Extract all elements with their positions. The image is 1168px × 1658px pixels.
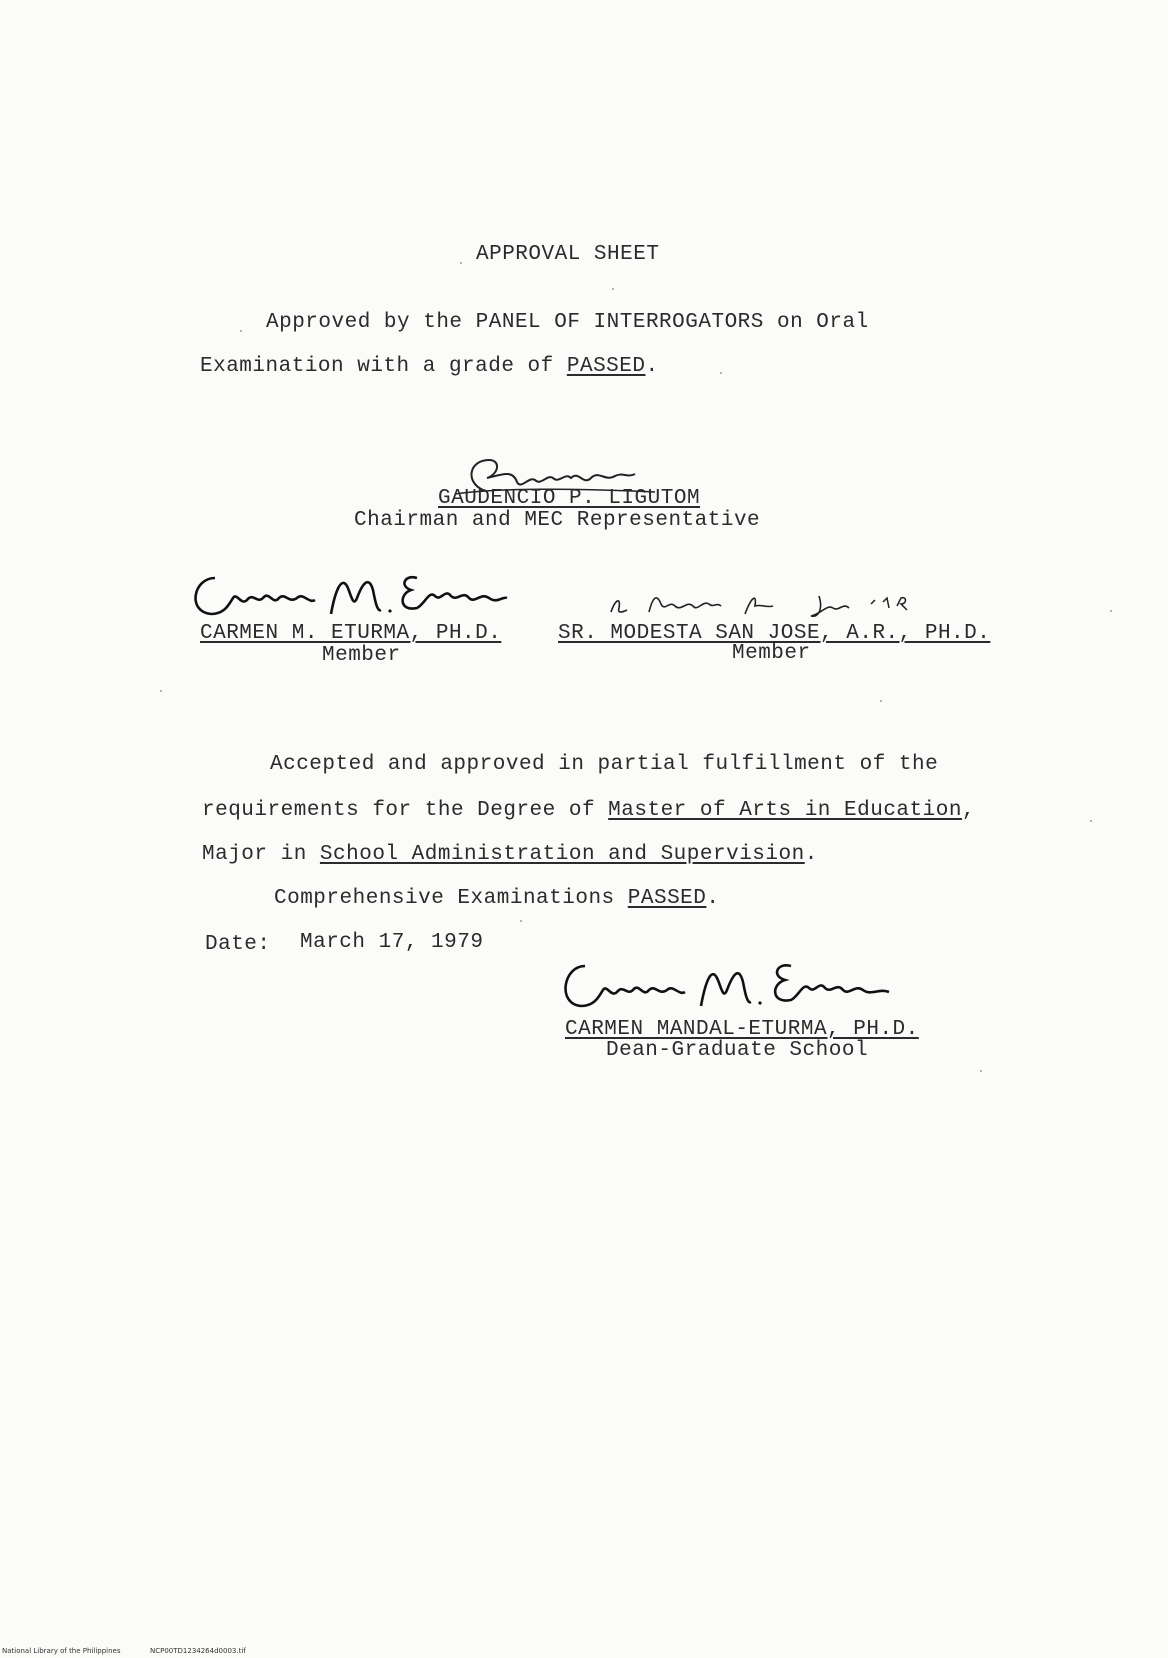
comprehensive-line xyxy=(274,887,720,910)
approval-line-1: Approved by the PANEL OF INTERROGATORS on Oral xyxy=(266,311,869,334)
member-2-signature xyxy=(605,586,925,620)
footer-file-id: NCP00TD1234264d0003.tif xyxy=(150,1647,246,1655)
major-name: School Administration and Supervision xyxy=(319,843,805,866)
member-2-name: SR. MODESTA SAN JOSE, A.R., PH.D. xyxy=(558,622,991,645)
scan-speck xyxy=(520,920,522,922)
dean-name: CARMEN MANDAL-ETURMA, PH.D. xyxy=(565,1018,919,1041)
date-value: March 17, 1979 xyxy=(300,931,484,954)
scan-speck xyxy=(980,1070,982,1072)
scan-speck xyxy=(1090,820,1092,822)
approval-grade: PASSED xyxy=(566,355,646,378)
member-1-role: Member xyxy=(322,644,401,667)
dean-role: Dean-Graduate School xyxy=(606,1039,869,1062)
scan-speck xyxy=(160,690,162,692)
chairman-name: GAUDENCIO P. LIGUTOM xyxy=(438,487,701,510)
scan-speck xyxy=(460,262,462,264)
chairman-role: Chairman and MEC Representative xyxy=(354,509,761,532)
comprehensive-prefix: Comprehensive Examinations xyxy=(274,887,628,910)
member-1-name: CARMEN M. ETURMA, PH.D. xyxy=(200,622,502,645)
approval-line-2 xyxy=(200,355,659,378)
comprehensive-result: PASSED xyxy=(627,887,707,910)
scan-speck xyxy=(240,330,242,332)
footer-library: National Library of the Philippines xyxy=(2,1647,121,1655)
scan-speck xyxy=(1110,610,1112,612)
scan-speck xyxy=(612,288,614,290)
acceptance-line-2-prefix: requirements for the Degree of xyxy=(202,799,609,822)
member-1-signature xyxy=(185,568,515,624)
dean-signature xyxy=(555,958,905,1018)
acceptance-line-1: Accepted and approved in partial fulfillment of the xyxy=(270,753,939,776)
degree-name: Master of Arts in Education xyxy=(608,799,962,822)
acceptance-line-2-suffix: , xyxy=(961,799,976,822)
date-label: Date: xyxy=(205,933,271,956)
scan-speck xyxy=(880,700,882,702)
acceptance-line-3 xyxy=(202,843,818,866)
acceptance-line-2 xyxy=(202,799,975,822)
acceptance-line-3-suffix: . xyxy=(804,843,818,866)
acceptance-line-3-prefix: Major in xyxy=(202,843,320,866)
document-title: APPROVAL SHEET xyxy=(476,243,660,266)
approval-line-2-suffix: . xyxy=(645,355,659,378)
member-2-role: Member xyxy=(732,642,811,665)
approval-line-2-prefix: Examination with a grade of xyxy=(200,355,567,378)
comprehensive-suffix: . xyxy=(706,887,720,910)
scan-speck xyxy=(720,372,722,374)
